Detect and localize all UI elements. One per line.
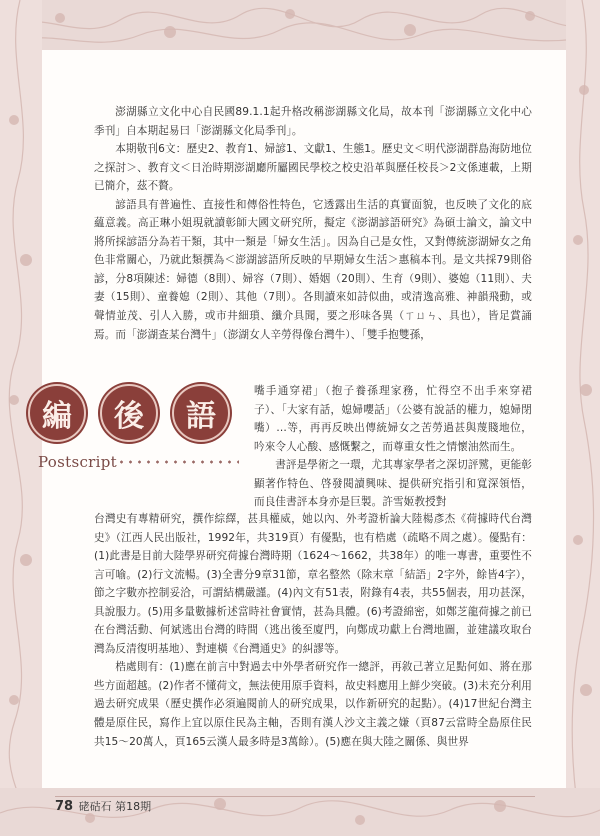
paragraph: 梏處則有：(1)應在前言中對過去中外學者研究作一總評，再敘己著立足點何如、將在那些方面超越。(2)作者不懂荷文，無法使用原手資料，故史料應用上鮮少突破。(3)未充分利用過去研究成果（歷史撰作必須遍閱前人的研究成果，以作新研究的起點）。(4)17世紀台灣主體是原住民，寫作上宜以原住民為主軸，否則有漢人沙文主義之嫌（頁87云當時全島原住民共15～20萬人，頁165云漢人最多時是3萬餘）。(5)應在與大陸之關係、與世界	[94, 661, 532, 748]
title-char-badge: 語	[172, 384, 230, 442]
paragraph: 嘴手通穿裙」（抱子養孫理家務，忙得空不出手來穿裙子）、「大家有話，媳婦嚶話」（公婆有說話的權力，媳婦閉嘴）…等，再再反映出傳統婦女之苦勞過甚與蔑賤地位，吟來令人心酸、感慨繫之，而尊重女性之情懷油然而生。	[254, 385, 532, 453]
body-text-bottom	[94, 510, 532, 751]
body-text-side	[254, 382, 532, 512]
top-decorative-border	[0, 0, 600, 50]
floral-pattern-icon	[566, 0, 600, 836]
title-char-badge: 後	[100, 384, 158, 442]
page-number: 78	[55, 799, 74, 814]
footer-divider	[55, 796, 535, 797]
floral-pattern-icon	[0, 0, 600, 50]
body-text-top	[94, 103, 532, 344]
dotted-divider	[117, 460, 239, 464]
paragraph: 書評是學術之一環，尤其專家學者之深切評騭，更能彰顯著作特色、啓發閱讀興味、提供研究指引和寬深領悟，而良佳書評本身亦是巨製。許雪姬教授對	[254, 459, 532, 509]
paragraph: 澎湖縣立文化中心自民國89.1.1起升格改稱澎湖縣文化局，故本刊「澎湖縣立文化中心季刊」自本期起易曰「澎湖縣文化局季刊」。	[94, 106, 532, 137]
page-footer	[55, 798, 151, 814]
section-title	[28, 384, 258, 440]
title-char-badge: 編	[28, 384, 86, 442]
right-decorative-border	[566, 0, 600, 836]
paragraph: 諺語具有普遍性、直接性和傳俗性特色，它透露出生活的真實面貌，也反映了文化的底蘊意義。高正琳小姐現就讀彰師大國文研究所，擬定《澎湖諺語研究》為碩士論文，論文中將所採諺語分為若干類，其中一類是「婦女生活」。因為自己是女性，又對傳統澎湖婦女之角色非常關心，乃就此類撰為＜澎湖諺語所反映的早期婦女生活＞惠稿本刊。是文共採79則俗諺，分8項陳述：婦德（8則）、婦容（7則）、婚姻（20則）、生育（9則）、婆媳（11則）、夫妻（15則）、童養媳（2則）、其他（7則）。各則讀來如詩似曲，或清逸高雅、神韻飛動，或聲情並茂、引人入勝，或市井細瑣、纖介具聞，要之形味各異（ㄒㄩㄣ、具也），皆足賞誦焉。而「澎湖查某台灣牛」（澎湖女人辛勞得像台灣牛）、「雙手抱雙孫，	[94, 198, 532, 341]
paragraph: 本期敬刊6文：歷史2、教育1、婦諺1、文獻1、生態1。歷史文＜明代澎湖群島海防地位之探討＞、教育文＜日治時期澎湖廳所屬國民學校之校史沿革與歷任校長＞2文係連載，上期已簡介，茲不贅。	[94, 143, 532, 193]
paragraph: 台灣史有專精研究，撰作綜繹，甚具權威，她以內、外考證析論大陸楊彥杰《荷據時代台灣史》（江西人民出版社，1992年，共319頁）有優點，也有梏處（疏略不周之處）。優點有：(1)此書是目前大陸學界研究荷據台灣時期（1624～1662，共38年）的唯一專書，重要性不言可喻。(2)行文流暢。(3)全書分9章31節，章名整然（除末章「結語」2字外，餘皆4字），節之字數亦控制妥洽，可謂結構嚴謹。(4)內文有51表，附錄有4表，共55個表，用功甚深，具說服力。(5)用多量數據析述當時社會實情，甚為具體。(6)考證綿密，如鄭芝龍荷據之前已在台灣活動、何斌逃出台灣的時間（逃出後至廈門，向鄭成功獻上台灣地圖，並建議攻取台灣為反清復明基地）、對連橫《台灣通史》的糾謬等。	[94, 513, 532, 655]
subtitle: Postscript	[38, 453, 117, 471]
publication-name: 硓𥑮石 第18期	[78, 800, 152, 813]
